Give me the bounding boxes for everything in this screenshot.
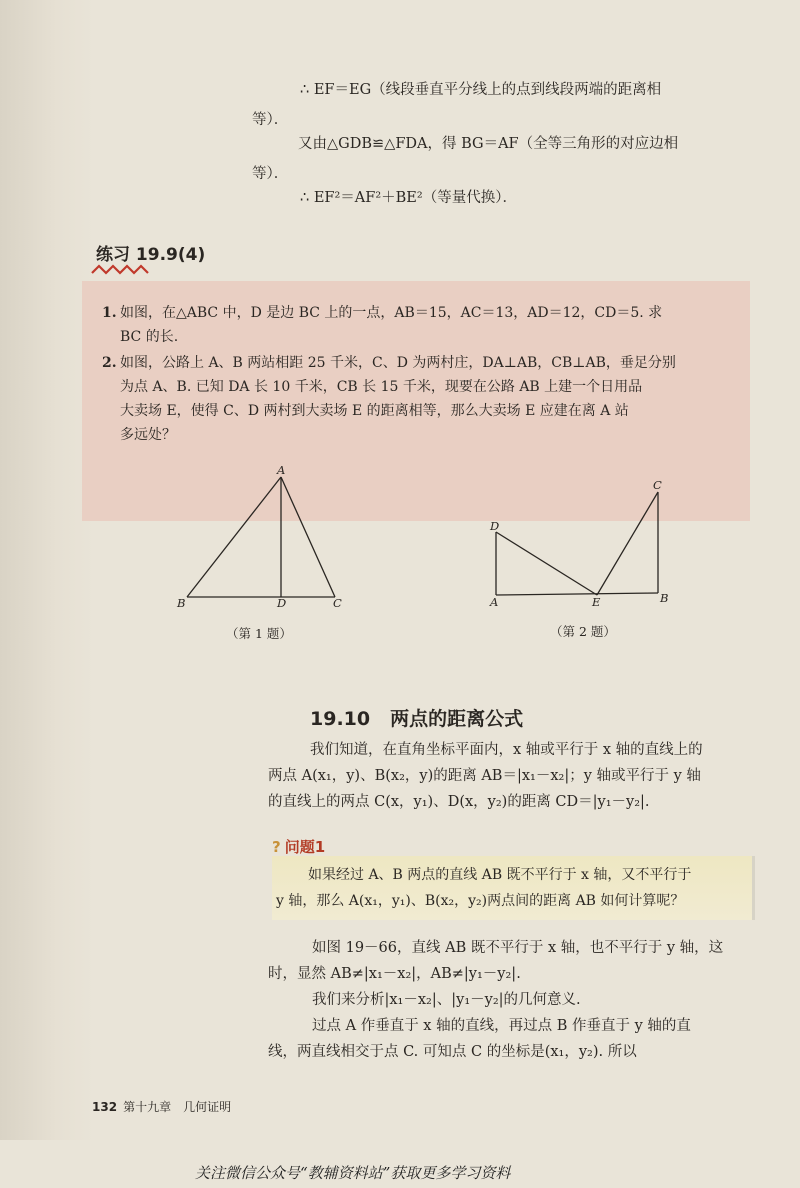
fig1-label-C: C [333,596,342,610]
section-number: 19.10 [310,708,371,730]
exercise-q2-text: 如图，公路上 A、B 两站相距 25 千米，C、D 为两村庄，DA⊥AB，CB⊥AB，垂足分别 [120,355,676,371]
exercise-title: 练习 19.9(4) [96,245,206,265]
fig1-label-B: B [177,596,186,610]
fig2-segment-AB [496,593,658,595]
fig2-label-A: A [490,595,499,609]
question-mark-icon: ? [272,838,281,856]
page-footer [92,1098,231,1115]
figure-2-diagram [496,492,658,595]
figure-2-caption: （第 2 题） [550,624,616,639]
fig2-segment-EC [597,492,658,595]
proof-line-2: 等）． [252,112,289,128]
question-heading [272,836,325,857]
exercise-q2-line-4: 多远处？ [120,427,176,443]
section-p1-line-1: 我们知道，在直角坐标平面内，x 轴或平行于 x 轴的直线上的 [310,742,703,758]
exercise-q1-number: 1. [102,305,117,321]
proof-line-5: ∴ EF²＝AF²＋BE²（等量代换）． [300,190,517,206]
fig1-side-AC [281,477,335,597]
exercise-q1-text: 如图，在△ABC 中，D 是边 BC 上的一点，AB＝15，AC＝13，AD＝12，CD＝5. 求 [120,305,663,321]
question-line-2: y 轴，那么 A(x₁，y₁)、B(x₂，y₂)两点间的距离 AB 如何计算呢？ [276,893,685,909]
fig2-label-C: C [653,478,662,492]
exercise-q2-number: 2. [102,355,117,371]
watermark-text: 关注微信公众号“教辅资料站”获取更多学习资料 [195,1164,511,1182]
section-p1-line-3: 的直线上的两点 C(x，y₁)、D(x，y₂)的距离 CD＝|y₁－y₂|. [268,794,650,810]
fig1-label-A: A [277,463,286,477]
question-heading-text: 问题1 [284,838,326,856]
analysis-line-3: 我们来分析|x₁－x₂|、|y₁－y₂|的几何意义. [312,992,581,1008]
analysis-line-4: 过点 A 作垂直于 x 轴的直线，再过点 B 作垂直于 y 轴的直 [312,1018,691,1034]
exercise-q1-line-2: BC 的长. [120,329,179,345]
proof-line-1: ∴ EF＝EG（线段垂直平分线上的点到线段两端的距离相 [300,82,662,98]
fig2-segment-DE [496,532,597,595]
fig2-label-B: B [660,591,669,605]
figure-1-triangle [187,477,335,597]
fig2-label-D: D [490,519,500,533]
analysis-line-2: 时，显然 AB≠|x₁－x₂|，AB≠|y₁－y₂|. [268,966,521,982]
analysis-line-5: 线，两直线相交于点 C. 可知点 C 的坐标是(x₁，y₂). 所以 [268,1044,637,1060]
exercise-q2-line-2: 为点 A、B. 已知 DA 长 10 千米，CB 长 15 千米，现要在公路 AB 上建一个日用品 [120,379,643,395]
proof-line-4: 等）． [252,166,289,182]
fig2-label-E: E [592,595,601,609]
page-number: 132 [92,1100,118,1114]
figure-1-caption: （第 1 题） [226,626,292,641]
question-line-1: 如果经过 A、B 两点的直线 AB 既不平行于 x 轴，又不平行于 [308,867,692,883]
section-title: 两点的距离公式 [390,708,524,730]
section-p1-line-2: 两点 A(x₁，y)、B(x₂，y)的距离 AB＝|x₁－x₂|；y 轴或平行于 y 轴 [268,768,701,784]
chapter-label: 第十九章 [123,1100,172,1114]
exercise-q2-line-3: 大卖场 E，使得 C、D 两村到大卖场 E 的距离相等，那么大卖场 E 应建在离 A 站 [120,403,629,419]
fig1-label-D: D [277,596,287,610]
proof-line-3: 又由△GDB≌△FDA，得 BG＝AF（全等三角形的对应边相 [298,136,679,152]
fig1-side-AB [187,477,281,597]
analysis-line-1: 如图 19－66，直线 AB 既不平行于 x 轴，也不平行于 y 轴，这 [312,940,724,956]
section-heading [310,704,523,731]
chapter-title: 几何证明 [183,1100,232,1114]
